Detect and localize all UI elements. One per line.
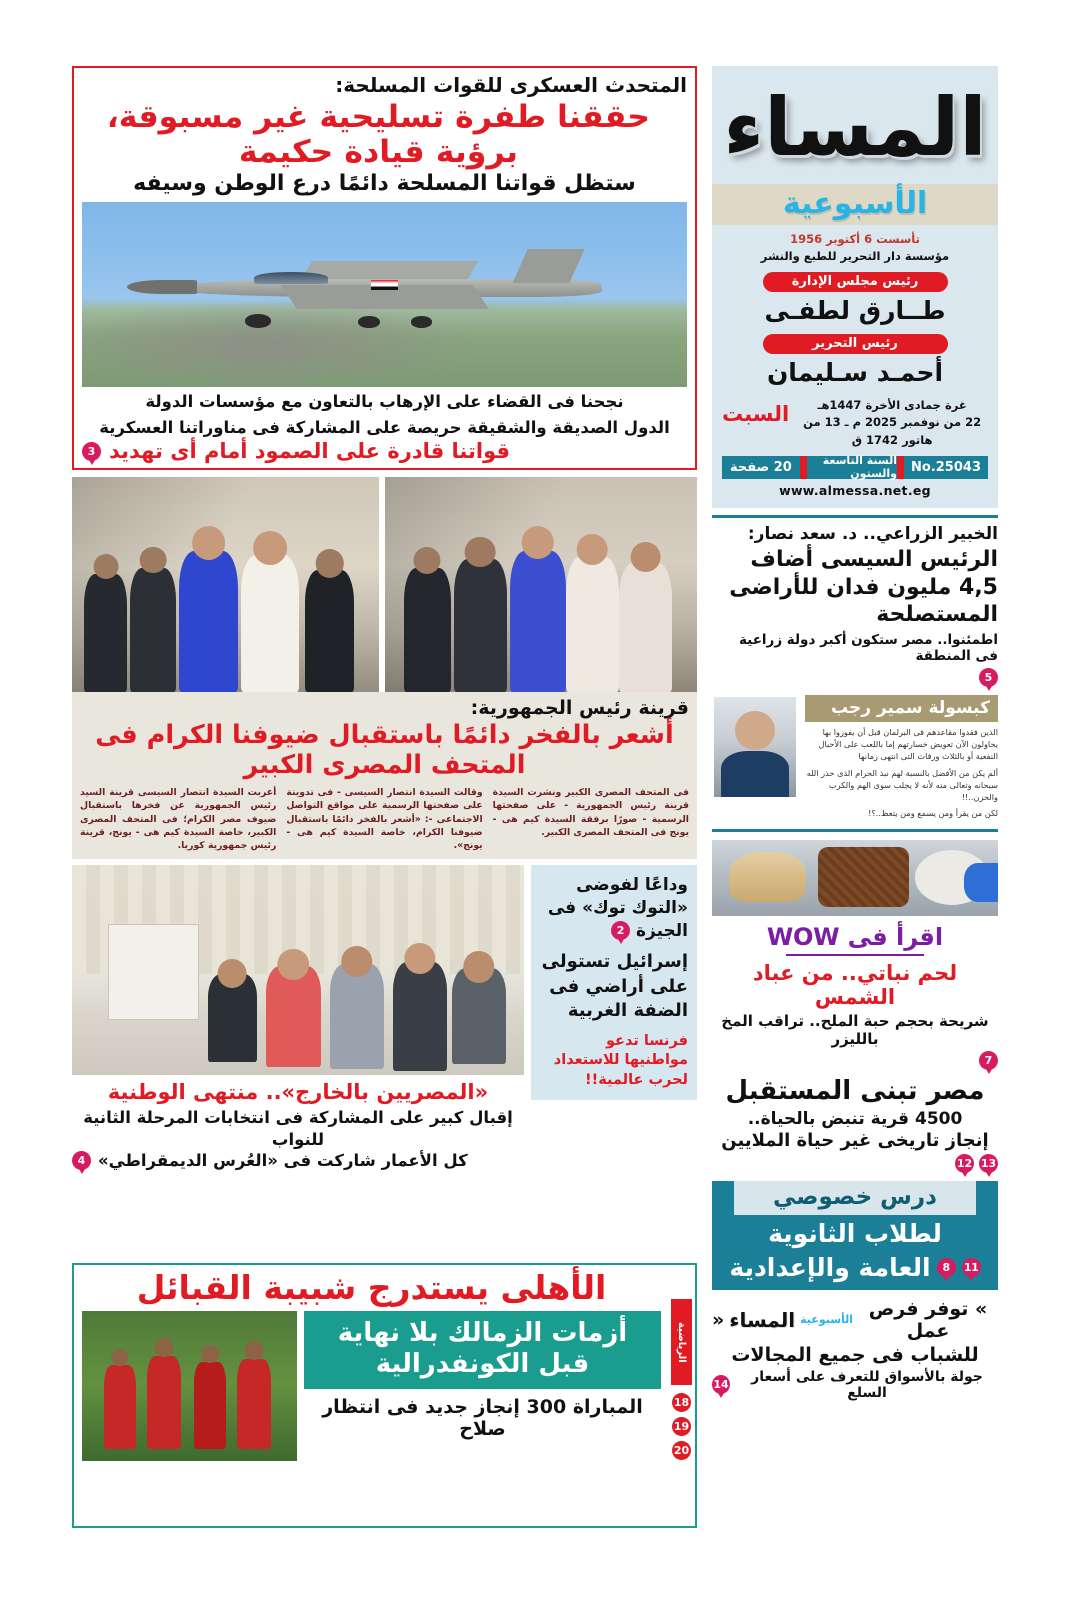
private-lesson-tag: درس خصوصي bbox=[734, 1181, 976, 1215]
sports-lower bbox=[82, 1311, 661, 1461]
capsule-author-photo bbox=[712, 695, 798, 799]
brief-tuktuk: وداعًا لفوضى «التوك توك» فى الجيزة bbox=[547, 874, 688, 941]
egypt-flag-icon bbox=[371, 280, 397, 290]
lead-red-line: قواتنا قادرة على الصمود أمام أى تهديد bbox=[109, 439, 510, 464]
first-lady-kicker: قرينة رئيس الجمهورية: bbox=[470, 697, 689, 720]
future-deck-1: 4500 قرية تنبض بالحياة.. bbox=[747, 1108, 963, 1129]
jobs-line1: » توفر فرص عمل bbox=[868, 1297, 988, 1342]
capsule-body-2: ألم يكن من الأفضل بالنسبة لهم نبذ الحرام الذى حذر الله سبحانه وتعالى منه لأنه لا يجلب سوى الهم والكرب والحزن..!! bbox=[806, 767, 998, 803]
future-story[interactable] bbox=[712, 1076, 998, 1173]
first-lady-col-2: وقالت السيدة انتصار السيسى - فى تدوينة على صفحتها الرسمية على مواقع التواصل الاجتماعى -: «أشعر بالفخر دائمًا باستقبال ضيوفنا الكرام، خاصة السيدة كيم هى - يونج». bbox=[286, 786, 483, 852]
expats-badge[interactable]: 4 bbox=[72, 1151, 91, 1170]
info-separator-1 bbox=[897, 456, 904, 479]
newspaper-logo: المساء bbox=[723, 81, 987, 174]
wow-story[interactable] bbox=[712, 923, 998, 1070]
zamalek-headline: أزمات الزمالك بلا نهاية قبل الكونفدرالية bbox=[304, 1311, 661, 1388]
sports-page-strip bbox=[669, 1265, 695, 1526]
sports-body bbox=[74, 1265, 669, 1526]
side-briefs[interactable] bbox=[531, 865, 697, 1100]
jobs-mini-logo: المساء bbox=[729, 1307, 796, 1332]
weekday: السبت bbox=[722, 402, 790, 426]
jobs-story[interactable] bbox=[712, 1298, 998, 1401]
jobs-line3-row bbox=[712, 1369, 998, 1401]
sports-strip-label: الرياضية bbox=[671, 1299, 692, 1385]
football-photo bbox=[82, 1311, 297, 1461]
publisher-line: مؤسسة دار التحرير للطبع والنشر bbox=[760, 249, 950, 263]
lead-red-line-row bbox=[82, 439, 687, 464]
private-lesson-line2-row bbox=[712, 1253, 998, 1283]
main-column bbox=[72, 66, 697, 1171]
fighter-jet-photo bbox=[82, 202, 687, 387]
capsule-text-col bbox=[805, 695, 998, 820]
hijri-date: غرة جمادى الأخرة 1447هـ bbox=[817, 398, 967, 412]
issue-number: No.25043 bbox=[904, 456, 988, 479]
sports-story[interactable] bbox=[72, 1263, 697, 1528]
brief-israel: إسرائيل تستولى على أراضي فى الضفة الغربية bbox=[541, 950, 688, 1022]
brief-france: فرنسا تدعو مواطنيها للاستعداد لحرب عالمية!! bbox=[553, 1033, 688, 1088]
agriculture-kicker: الخبير الزراعي.. د. سعد نصار: bbox=[747, 523, 998, 544]
brief-tuktuk-badge[interactable]: 2 bbox=[611, 921, 630, 940]
first-lady-story[interactable] bbox=[72, 692, 697, 859]
jobs-badge[interactable]: 14 bbox=[712, 1375, 730, 1394]
first-lady-col-3: فى المتحف المصرى الكبير ونشرت السيدة قرينة رئيس الجمهورية - على صفحتها الرسمية - صورًا برفقة السيدة كيم هى - يونج فى المتحف المصرى الكبير. bbox=[492, 786, 689, 839]
capsule-body-3: لكن من يقرأ ومن يسمع ومن يتعظ..؟! bbox=[868, 808, 998, 819]
sports-page-19[interactable]: 19 bbox=[672, 1417, 691, 1436]
expats-deck1: إقبال كبير على المشاركة فى انتخابات المرحلة الثانية للنواب bbox=[83, 1108, 513, 1149]
sports-headline: الأهلى يستدرج شبيبة القبائل bbox=[136, 1268, 607, 1307]
capsule-title: كبسولة سمير رجب bbox=[805, 695, 998, 722]
sports-right bbox=[304, 1311, 661, 1441]
future-headline: مصر تبنى المستقبل bbox=[725, 1075, 985, 1106]
lead-subhead: ستظل قواتنا المسلحة دائمًا درع الوطن وسيفه bbox=[133, 171, 636, 197]
weekly-band bbox=[712, 184, 998, 225]
first-lady-col-1: أعربت السيدة انتصار السيسى قرينة السيد رئيس الجمهورية عن فخرها باستقبال ضيوف مصر الكرام؛ فى المتحف المصرى الكبير، خاصة السيدة كيم هى - يونج، قرينة رئيس جمهورية كوريا. bbox=[80, 786, 277, 852]
dateline bbox=[722, 397, 988, 449]
voting-and-briefs bbox=[72, 865, 697, 1172]
masthead bbox=[712, 66, 998, 508]
jobs-line2: للشباب فى جميع المجالات bbox=[731, 1343, 979, 1366]
private-lesson-story[interactable] bbox=[712, 1181, 998, 1290]
editor-name: أحمـد سـليمان bbox=[766, 358, 944, 387]
gregorian-date: 22 من نوفمبر 2025 م ـ 13 من هاتور 1742 ق bbox=[803, 415, 982, 447]
right-column bbox=[712, 66, 998, 1401]
wow-badge-row bbox=[712, 1050, 998, 1070]
expats-story[interactable] bbox=[72, 1080, 524, 1172]
first-lady-body bbox=[80, 786, 689, 853]
founded-line: تأسست 6 أكتوبر 1956 bbox=[790, 232, 920, 246]
voting-photo bbox=[72, 865, 524, 1075]
lead-kicker: المتحدث العسكرى للقوات المسلحة: bbox=[335, 73, 687, 97]
salah-match-line: المباراة 300 إنجاز جديد فى انتظار صلاح bbox=[322, 1395, 643, 1441]
info-separator-2 bbox=[800, 456, 807, 479]
website-url[interactable]: www.almessa.net.eg bbox=[779, 482, 931, 498]
sports-page-20[interactable]: 20 bbox=[672, 1441, 691, 1460]
expats-deck2: كل الأعمار شاركت فى «العُرس الديمقراطي» bbox=[98, 1151, 468, 1171]
wow-underline bbox=[786, 954, 924, 956]
first-lady-photo-1 bbox=[385, 477, 697, 692]
volume-year: السنة التاسعة والستون bbox=[807, 456, 897, 479]
first-lady-headline: أشعر بالفخر دائمًا باستقبال ضيوفنا الكرام فى المتحف المصرى الكبير bbox=[95, 720, 674, 781]
issue-info-bar bbox=[722, 456, 988, 479]
editor-label: رئيس التحرير bbox=[763, 334, 948, 354]
future-badges bbox=[712, 1154, 998, 1173]
jobs-quote-open: « bbox=[712, 1308, 725, 1331]
wow-deck: شريحة بحجم حبة الملح.. تراقب المخ بالليزر bbox=[721, 1011, 989, 1048]
weekly-label: الأسبوعية bbox=[782, 186, 928, 221]
agriculture-story[interactable] bbox=[712, 524, 998, 687]
chairman-label: رئيس مجلس الإدارة bbox=[763, 272, 948, 292]
private-lesson-line1: لطلاب الثانوية bbox=[768, 1218, 942, 1248]
lesson-badge-11[interactable]: 11 bbox=[962, 1258, 981, 1277]
agriculture-deck: اطمئنوا.. مصر ستكون أكبر دولة زراعية فى المنطقة bbox=[739, 631, 998, 664]
lead-headline: حققنا طفرة تسليحية غير مسبوقة، برؤية قيادة حكيمة bbox=[106, 99, 651, 170]
private-lesson-line2: العامة والإعدادية bbox=[729, 1252, 931, 1282]
jet-illustration bbox=[167, 246, 603, 327]
divider-2 bbox=[712, 829, 998, 832]
sports-page-18[interactable]: 18 bbox=[672, 1393, 691, 1412]
wow-brand: اقرأ فى WOW bbox=[766, 922, 944, 951]
agriculture-badge[interactable]: 5 bbox=[979, 668, 998, 687]
jobs-line3: جولة بالأسواق للتعرف على أسعار السلع bbox=[751, 1368, 983, 1401]
capsule-column[interactable] bbox=[712, 695, 998, 820]
future-badge-12[interactable]: 12 bbox=[955, 1154, 974, 1173]
first-lady-photos bbox=[72, 477, 697, 692]
jobs-line1-row bbox=[712, 1298, 998, 1342]
lesson-badge-8[interactable]: 8 bbox=[937, 1258, 956, 1277]
future-badge-13[interactable]: 13 bbox=[979, 1154, 998, 1173]
first-lady-photo-2 bbox=[72, 477, 379, 692]
wow-headline: لحم نباتي.. من عباد الشمس bbox=[752, 960, 958, 1009]
lead-story[interactable] bbox=[72, 66, 697, 470]
future-deck-2: إنجاز تاريخى غير حياة الملايين bbox=[721, 1129, 989, 1151]
agriculture-badge-row bbox=[712, 667, 998, 687]
chairman-name: طــارق لطفـى bbox=[764, 296, 946, 325]
lead-deck-line2: الدول الصديقة والشقيقة حريصة على المشاركة فى مناوراتنا العسكرية bbox=[99, 417, 670, 437]
wow-badge[interactable]: 7 bbox=[979, 1051, 998, 1070]
expats-headline: «المصريين بالخارج».. منتهى الوطنية bbox=[107, 1079, 489, 1104]
capsule-body-1: الذين فقدوا مقاعدهم فى البرلمان قبل أن يفوزوا بها يحاولون الآن تعويض خسارتهم إما باللعب على الأحبال النفعية أو بالثلاث ورقات التى انتهى زمانها bbox=[818, 726, 998, 762]
lead-deck-line1: نجحنا فى القضاء على الإرهاب بالتعاون مع مؤسسات الدولة bbox=[145, 391, 624, 411]
divider-1 bbox=[712, 515, 998, 518]
wow-food-photo bbox=[712, 840, 998, 916]
page-count: 20 صفحة bbox=[722, 456, 800, 479]
expats-deck2-row bbox=[72, 1150, 524, 1171]
agriculture-headline: الرئيس السيسى أضاف 4,5 مليون فدان للأراضى المستصلحة bbox=[729, 547, 998, 628]
page-badge[interactable]: 3 bbox=[82, 442, 101, 461]
brief-tuktuk-row bbox=[540, 874, 688, 943]
jobs-mini-weekly: الأسبوعية bbox=[800, 1313, 854, 1327]
